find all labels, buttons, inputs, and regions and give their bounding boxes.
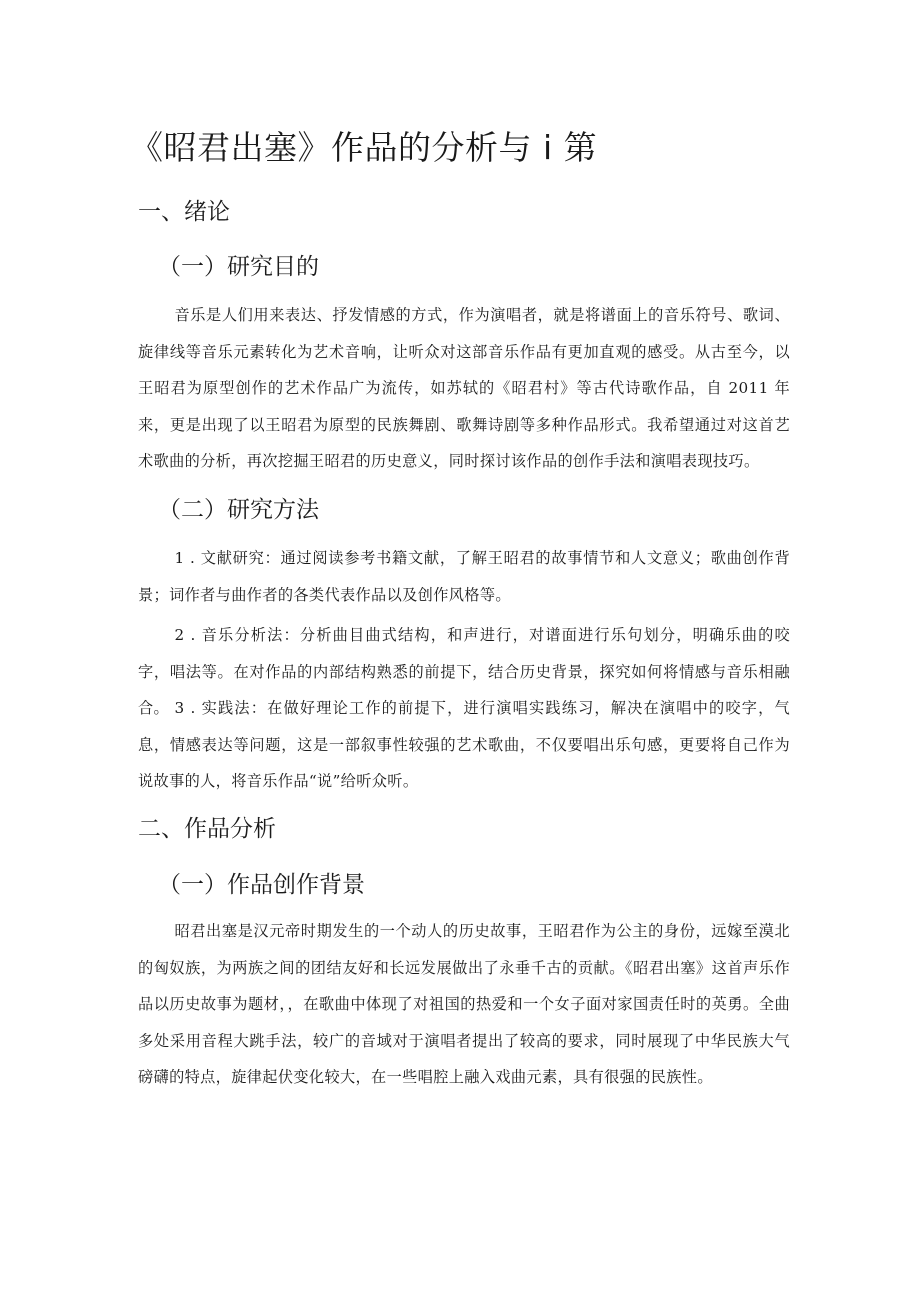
method-item-practice: 3 . 实践法：在做好理论工作的前提下，进行演唱实践练习，解决在演唱中的咬字，气息，情感表达等问题，这是一部叙事性较强的艺术歌曲，不仅要唱出乐句感，更要将自己作为说故事的人，将音乐作品“说”给听众听。 xyxy=(138,699,790,790)
paragraph-research-purpose: 音乐是人们用来表达、抒发情感的方式，作为演唱者，就是将谱面上的音乐符号、歌词、旋律线等音乐元素转化为艺术音响，让听众对这部音乐作品有更加直观的感受。从古至今，以王昭君为原型创作的艺术作品广为流传，如苏轼的《昭君村》等古代诗歌作品，自 2011 年来，更是出现了以王昭君为原型的民族舞剧、歌舞诗剧等多种作品形式。我希望通过对这首艺术歌曲的分析，再次挖掘王昭君的历史意义，同时探讨该作品的创作手法和演唱表现技巧。 xyxy=(138,306,790,470)
section-heading-work-analysis: 二、作品分析 xyxy=(138,816,276,842)
method-item-music-analysis: 2 . 音乐分析法：分析曲目曲式结构，和声进行，对谱面进行乐句划分，明确乐曲的咬字，唱法等。在对作品的内部结构熟悉的前提下，结合历史背景，探究如何将情感与音乐相融合。 xyxy=(138,626,790,717)
method-item-literature: 1 . 文献研究：通过阅读参考书籍文献，了解王昭君的故事情节和人文意义；歌曲创作背景；词作者与曲作者的各类代表作品以及创作风格等。 xyxy=(138,549,790,604)
document-title: 《昭君出塞》作品的分析与 i 第 xyxy=(130,128,598,167)
subsection-heading-research-purpose: （一）研究目的 xyxy=(158,254,319,280)
subsection-heading-creation-background: （一）作品创作背景 xyxy=(158,872,365,898)
subsection-heading-research-methods: （二）研究方法 xyxy=(158,497,319,523)
paragraph-creation-background: 昭君出塞是汉元帝时期发生的一个动人的历史故事，王昭君作为公主的身份，远嫁至漠北的匈奴族，为两族之间的团结友好和长远发展做出了永垂千古的贡献。《昭君出塞》这首声乐作品以历史故事为题材，，在歌曲中体现了对祖国的热爱和一个女子面对家国责任时的英勇。全曲多处采用音程大跳手法，较广的音域对于演唱者提出了较高的要求，同时展现了中华民族大气磅礴的特点，旋律起伏变化较大，在一些唱腔上融入戏曲元素，具有很强的民族性。 xyxy=(138,922,790,1086)
section-heading-introduction: 一、绪论 xyxy=(138,199,230,225)
